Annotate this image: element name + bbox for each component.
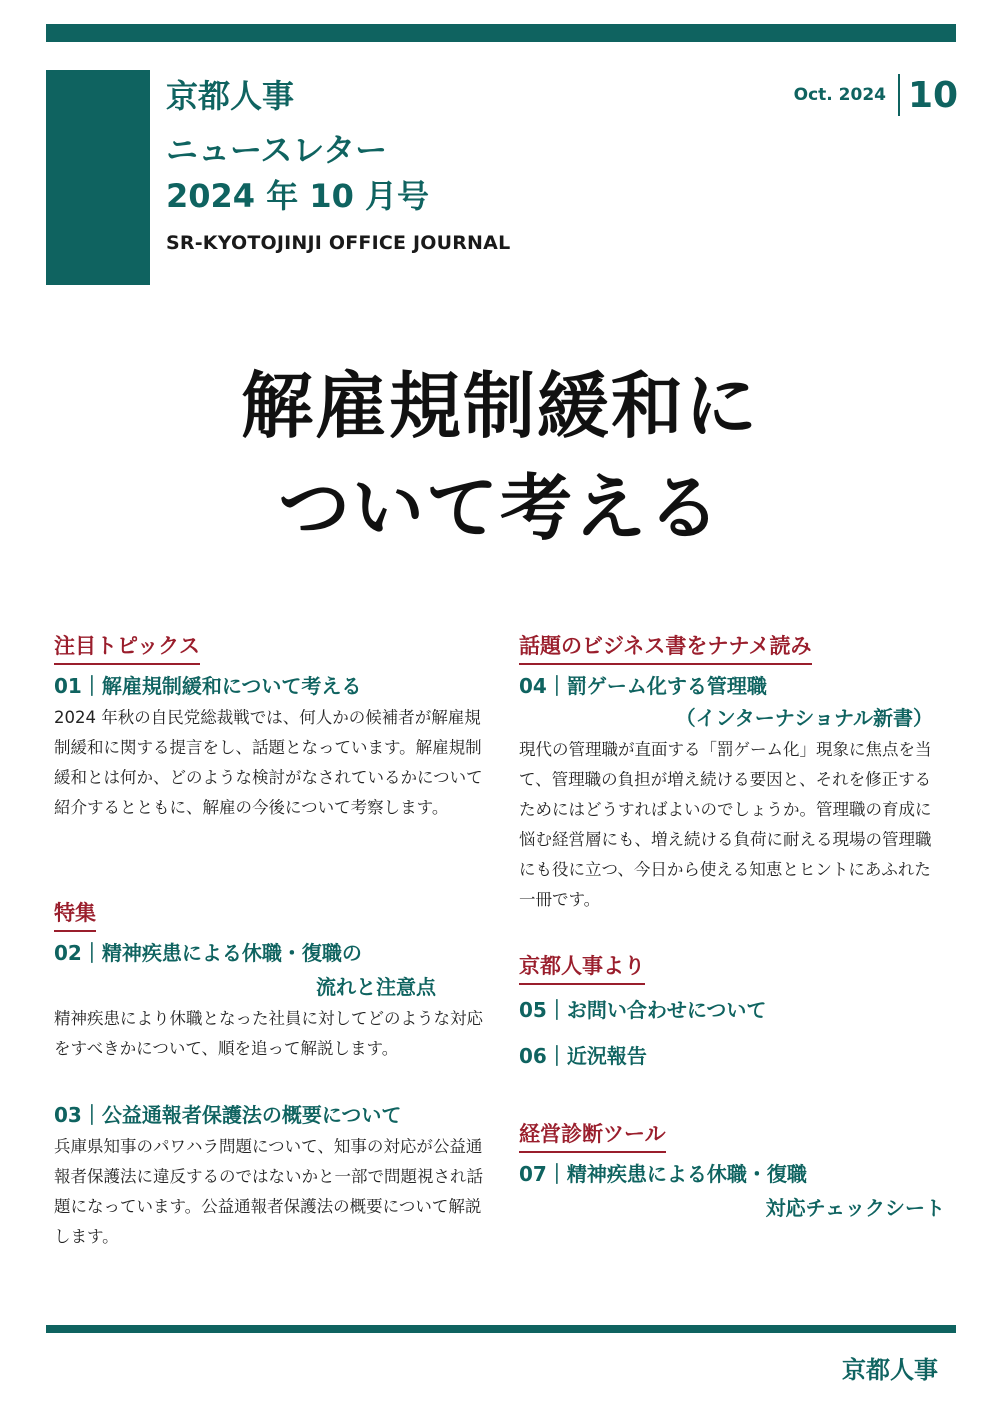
right-office	[519, 953, 943, 1069]
left-column	[54, 633, 486, 823]
item-03-body: 兵庫県知事のパワハラ問題について、知事の対応が公益通報者保護法に違反するのではないかと一部で問題視され話題になっています。公益通報者保護法の概要について解説します。	[54, 1137, 483, 1246]
item-02-body: 精神疾患により休職となった社員に対してどのような対応をすべきかについて、順を追って解説します。	[54, 1009, 483, 1058]
left-feature	[54, 900, 486, 1252]
item-04-body: 現代の管理職が直面する「罰ゲーム化」現象に焦点を当て、管理職の負担が増え続ける要因と、それを修正するためにはどうすればよいのでしょうか。管理職の育成に悩む経営層にも、増え続ける負荷に耐える現場の管理職にも役に立つ、今日から使える知恵とヒントにあふれた一冊です。	[519, 740, 932, 909]
section-heading-topics: 注目トピックス	[54, 633, 200, 665]
section-heading-office: 京都人事より	[519, 953, 645, 985]
issue-date: Oct. 2024	[793, 85, 886, 105]
item-01-body: 2024 年秋の自民党総裁戦では、何人かの候補者が解雇規制緩和に関する提言をし、話題となっています。解雇規制緩和とは何か、どのような検討がなされているかについて紹介するとともに、解雇の今後について考察します。	[54, 708, 483, 817]
masthead-issue-month: 2024 年 10 月号	[166, 177, 430, 215]
masthead-newsletter: ニュースレター	[166, 131, 388, 169]
section-heading-tools: 経営診断ツール	[519, 1121, 666, 1153]
bottom-rule	[46, 1325, 956, 1333]
item-01-title[interactable]: 01｜解雇規制緩和について考える	[54, 674, 362, 698]
issue-number: 10	[908, 75, 959, 116]
top-rule	[46, 24, 956, 42]
item-05-title[interactable]: 05｜お問い合わせについて	[519, 998, 767, 1022]
journal-name: SR-KYOTOJINJI OFFICE JOURNAL	[166, 232, 511, 254]
masthead-color-block	[46, 70, 150, 285]
item-03-title[interactable]: 03｜公益通報者保護法の概要について	[54, 1103, 402, 1127]
headline-line1: 解雇規制緩和に	[240, 364, 759, 448]
footer-company-name: 京都人事	[842, 1356, 938, 1384]
item-07-title-line2[interactable]: 対応チェックシート	[765, 1196, 945, 1220]
issue-divider	[898, 74, 900, 116]
right-books	[519, 633, 943, 915]
masthead-company: 京都人事	[166, 77, 295, 115]
item-07-title-line1[interactable]: 07｜精神疾患による休職・復職	[519, 1162, 807, 1186]
item-02-title-line2[interactable]: 流れと注意点	[316, 975, 436, 999]
item-02-title-line1[interactable]: 02｜精神疾患による休職・復職の	[54, 941, 362, 965]
headline-line2: ついて考える	[277, 466, 722, 550]
section-heading-books: 話題のビジネス書をナナメ読み	[519, 633, 812, 665]
item-04-title-line2[interactable]: （インターナショナル新書）	[675, 706, 933, 730]
section-heading-feature: 特集	[54, 900, 96, 932]
item-06-title[interactable]: 06｜近況報告	[519, 1044, 647, 1068]
item-04-title-line1[interactable]: 04｜罰ゲーム化する管理職	[519, 674, 767, 698]
right-tools	[519, 1121, 949, 1221]
